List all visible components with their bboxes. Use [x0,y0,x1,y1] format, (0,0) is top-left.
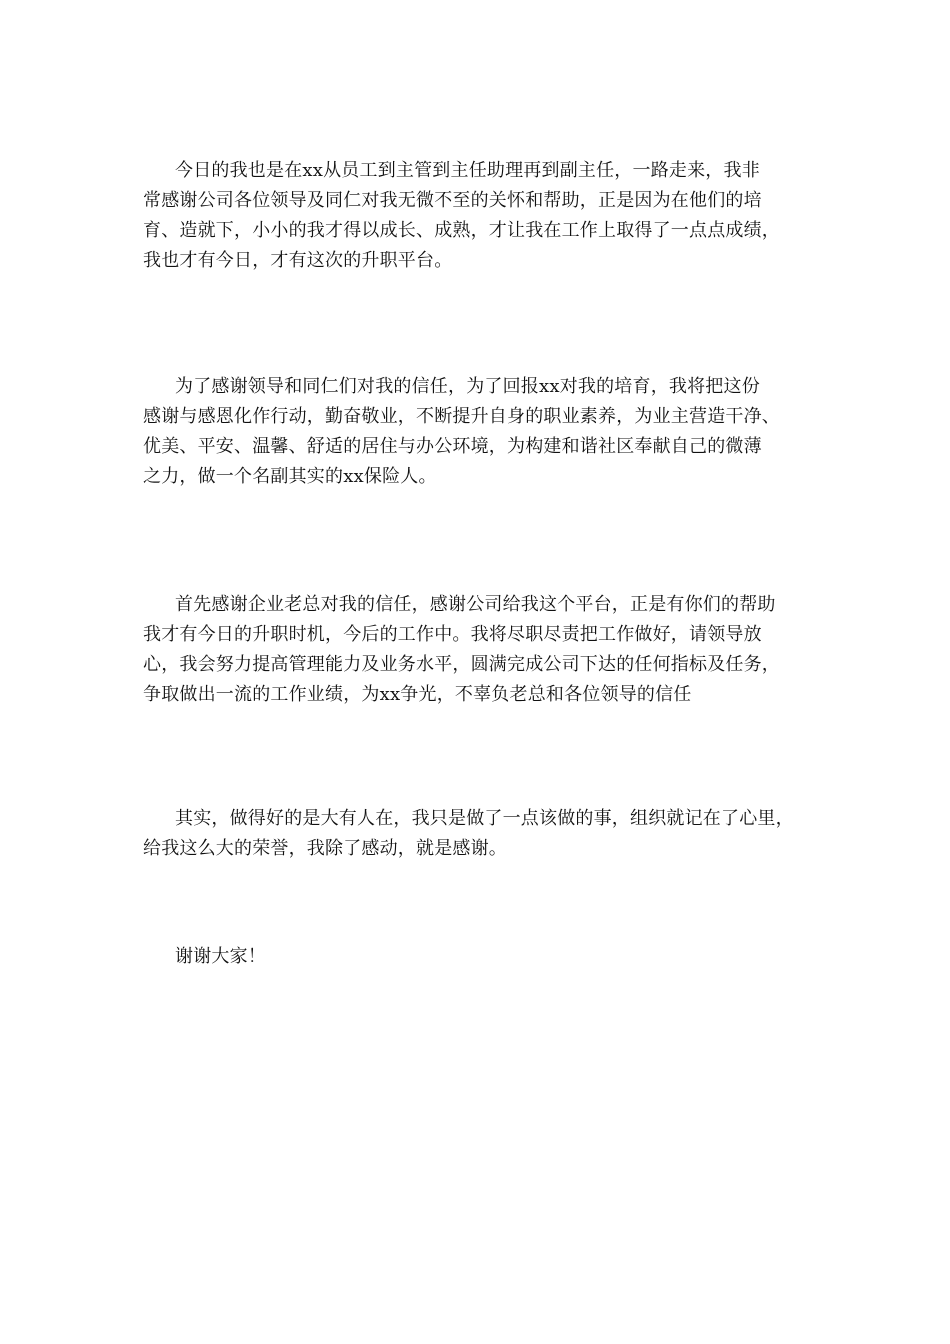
text-line: 育、造就下，小小的我才得以成长、成熟，才让我在工作上取得了一点点成绩， [143,220,780,241]
text-line: 我也才有今日，才有这次的升职平台。 [143,250,453,271]
text-line: 心，我会努力提高管理能力及业务水平，圆满完成公司下达的任何指标及任务， [143,654,780,675]
text-line: 首先感谢企业老总对我的信任，感谢公司给我这个平台，正是有你们的帮助 [175,594,776,615]
paragraph-promotion-journey [143,156,805,276]
text-line: 我才有今日的升职时机，今后的工作中。我将尽职尽责把工作做好，请领导放 [143,624,762,645]
paragraph-gratitude-action [143,372,805,492]
paragraph-closing-thanks [143,942,805,972]
text-line: 谢谢大家！ [175,946,266,967]
paragraph-humility [143,804,805,864]
text-line: 优美、平安、温馨、舒适的居住与办公环境，为构建和谐社区奉献自己的微薄 [143,436,762,457]
text-line: 之力，做一个名副其实的xx保险人。 [143,466,437,487]
text-line: 其实，做得好的是大有人在，我只是做了一点该做的事，组织就记在了心里， [175,808,794,829]
text-line: 感谢与感恩化作行动，勤奋敬业，不断提升自身的职业素养，为业主营造干净、 [143,406,780,427]
text-line: 为了感谢领导和同仁们对我的信任，为了回报xx对我的培育，我将把这份 [175,376,760,397]
text-line: 常感谢公司各位领导及同仁对我无微不至的关怀和帮助，正是因为在他们的培 [143,190,762,211]
text-line: 争取做出一流的工作业绩，为xx争光，不辜负老总和各位领导的信任 [143,684,692,705]
text-line: 今日的我也是在xx从员工到主管到主任助理再到副主任，一路走来，我非 [175,160,760,181]
text-line: 给我这么大的荣誉，我除了感动，就是感谢。 [143,838,507,859]
paragraph-commitment [143,590,805,710]
